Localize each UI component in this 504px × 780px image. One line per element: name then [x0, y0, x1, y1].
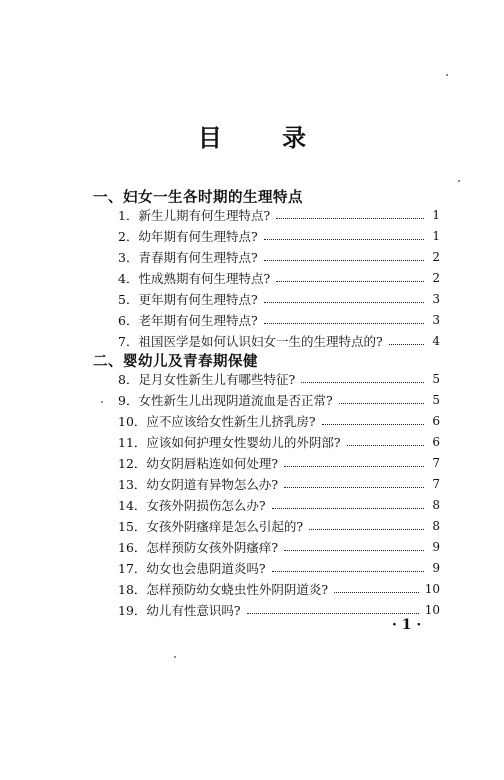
toc-entry-page: 1 [432, 208, 440, 222]
leader-dots [301, 381, 424, 383]
leader-dots [272, 570, 424, 572]
leader-dots [309, 528, 424, 530]
toc-entry-title: 12．幼女阴唇粘连如何处理? [118, 456, 279, 471]
toc-entry-page: 4 [432, 334, 440, 348]
toc-entry-title: 18．怎样预防幼女蛲虫性外阴阴道炎? [118, 582, 329, 597]
scan-speck [446, 74, 448, 76]
toc-entry-page: 7 [432, 456, 440, 470]
toc-entry-page: 7 [432, 477, 440, 491]
leader-dots [347, 444, 424, 446]
toc-entry-title: 15．女孩外阴瘙痒是怎么引起的? [118, 519, 304, 534]
toc-entry[interactable] [118, 537, 440, 557]
toc-entry-title: 11．应该如何护理女性婴幼儿的外阴部? [118, 435, 341, 450]
toc-entry[interactable] [118, 390, 440, 410]
toc-entry-page: 9 [432, 540, 440, 554]
leader-dots [284, 465, 424, 467]
toc-entry-page: 3 [432, 292, 440, 306]
page-number: · 1 · [392, 617, 422, 633]
scan-speck [174, 656, 176, 658]
toc-entry[interactable] [118, 432, 440, 452]
leader-dots [339, 402, 424, 404]
toc-entry[interactable] [118, 331, 440, 351]
toc-entry-title: 19．幼儿有性意识吗? [118, 603, 241, 618]
toc-entry[interactable] [118, 516, 440, 536]
section-heading-1: 一、妇女一生各时期的生理特点 [93, 190, 303, 206]
leader-dots [276, 217, 424, 219]
toc-entry-page: 1 [432, 229, 440, 243]
toc-entry[interactable] [118, 558, 440, 578]
toc-entry-page: 10 [424, 603, 440, 617]
toc-entry-title: 13．幼女阴道有异物怎么办? [118, 477, 279, 492]
scan-speck [458, 180, 460, 182]
scan-speck [101, 401, 103, 403]
toc-entry[interactable] [118, 453, 440, 473]
toc-entry[interactable] [118, 411, 440, 431]
toc-entry-title: 5．更年期有何生理特点? [118, 292, 258, 307]
toc-entry[interactable] [118, 474, 440, 494]
toc-entry[interactable] [118, 247, 440, 267]
toc-entry-page: 8 [432, 519, 440, 533]
leader-dots [284, 486, 424, 488]
toc-entry-title: 10．应不应该给女性新生儿挤乳房? [118, 414, 316, 429]
leader-dots [264, 238, 424, 240]
toc-entry[interactable] [118, 579, 440, 599]
toc-entry-page: 8 [432, 498, 440, 512]
toc-entry-page: 6 [432, 414, 440, 428]
toc-entry-title: 7．祖国医学是如何认识妇女一生的生理特点的? [118, 334, 383, 349]
toc-entry-title: 14．女孩外阴损伤怎么办? [118, 498, 266, 513]
toc-entry-page: 5 [432, 393, 440, 407]
toc-entry-page: 9 [432, 561, 440, 575]
leader-dots [389, 343, 424, 345]
page-title: 目 录 [197, 124, 333, 152]
toc-entry-title: 9．女性新生儿出现阴道流血是否正常? [118, 393, 333, 408]
toc-entry-title: 6．老年期有何生理特点? [118, 313, 258, 328]
toc-entry-page: 6 [432, 435, 440, 449]
leader-dots [322, 423, 424, 425]
toc-entry[interactable] [118, 369, 440, 389]
toc-entry[interactable] [118, 205, 440, 225]
toc-entry-page: 2 [432, 250, 440, 264]
toc-entry-page: 5 [432, 372, 440, 386]
section-heading-2: 二、婴幼儿及青春期保健 [93, 354, 258, 370]
toc-entry-page: 3 [432, 313, 440, 327]
toc-entry-title: 1．新生儿期有何生理特点? [118, 208, 271, 223]
toc-entry[interactable] [118, 289, 440, 309]
toc-entry-title: 8．足月女性新生儿有哪些特征? [118, 372, 296, 387]
leader-dots [284, 549, 424, 551]
toc-entry-title: 17．幼女也会患阴道炎吗? [118, 561, 266, 576]
toc-entry-title: 16．怎样预防女孩外阴瘙痒? [118, 540, 279, 555]
leader-dots [272, 507, 424, 509]
leader-dots [264, 322, 424, 324]
leader-dots [276, 280, 424, 282]
leader-dots [264, 301, 424, 303]
toc-entry-title: 2．幼年期有何生理特点? [118, 229, 258, 244]
toc-entry-page: 10 [424, 582, 440, 596]
toc-entry-title: 4．性成熟期有何生理特点? [118, 271, 271, 286]
leader-dots [247, 612, 419, 614]
toc-entry-page: 2 [432, 271, 440, 285]
toc-entry[interactable] [118, 310, 440, 330]
toc-entry[interactable] [118, 495, 440, 515]
toc-entry[interactable] [118, 268, 440, 288]
toc-entry[interactable] [118, 226, 440, 246]
leader-dots [264, 259, 424, 261]
leader-dots [334, 591, 419, 593]
toc-entry-title: 3．青春期有何生理特点? [118, 250, 258, 265]
